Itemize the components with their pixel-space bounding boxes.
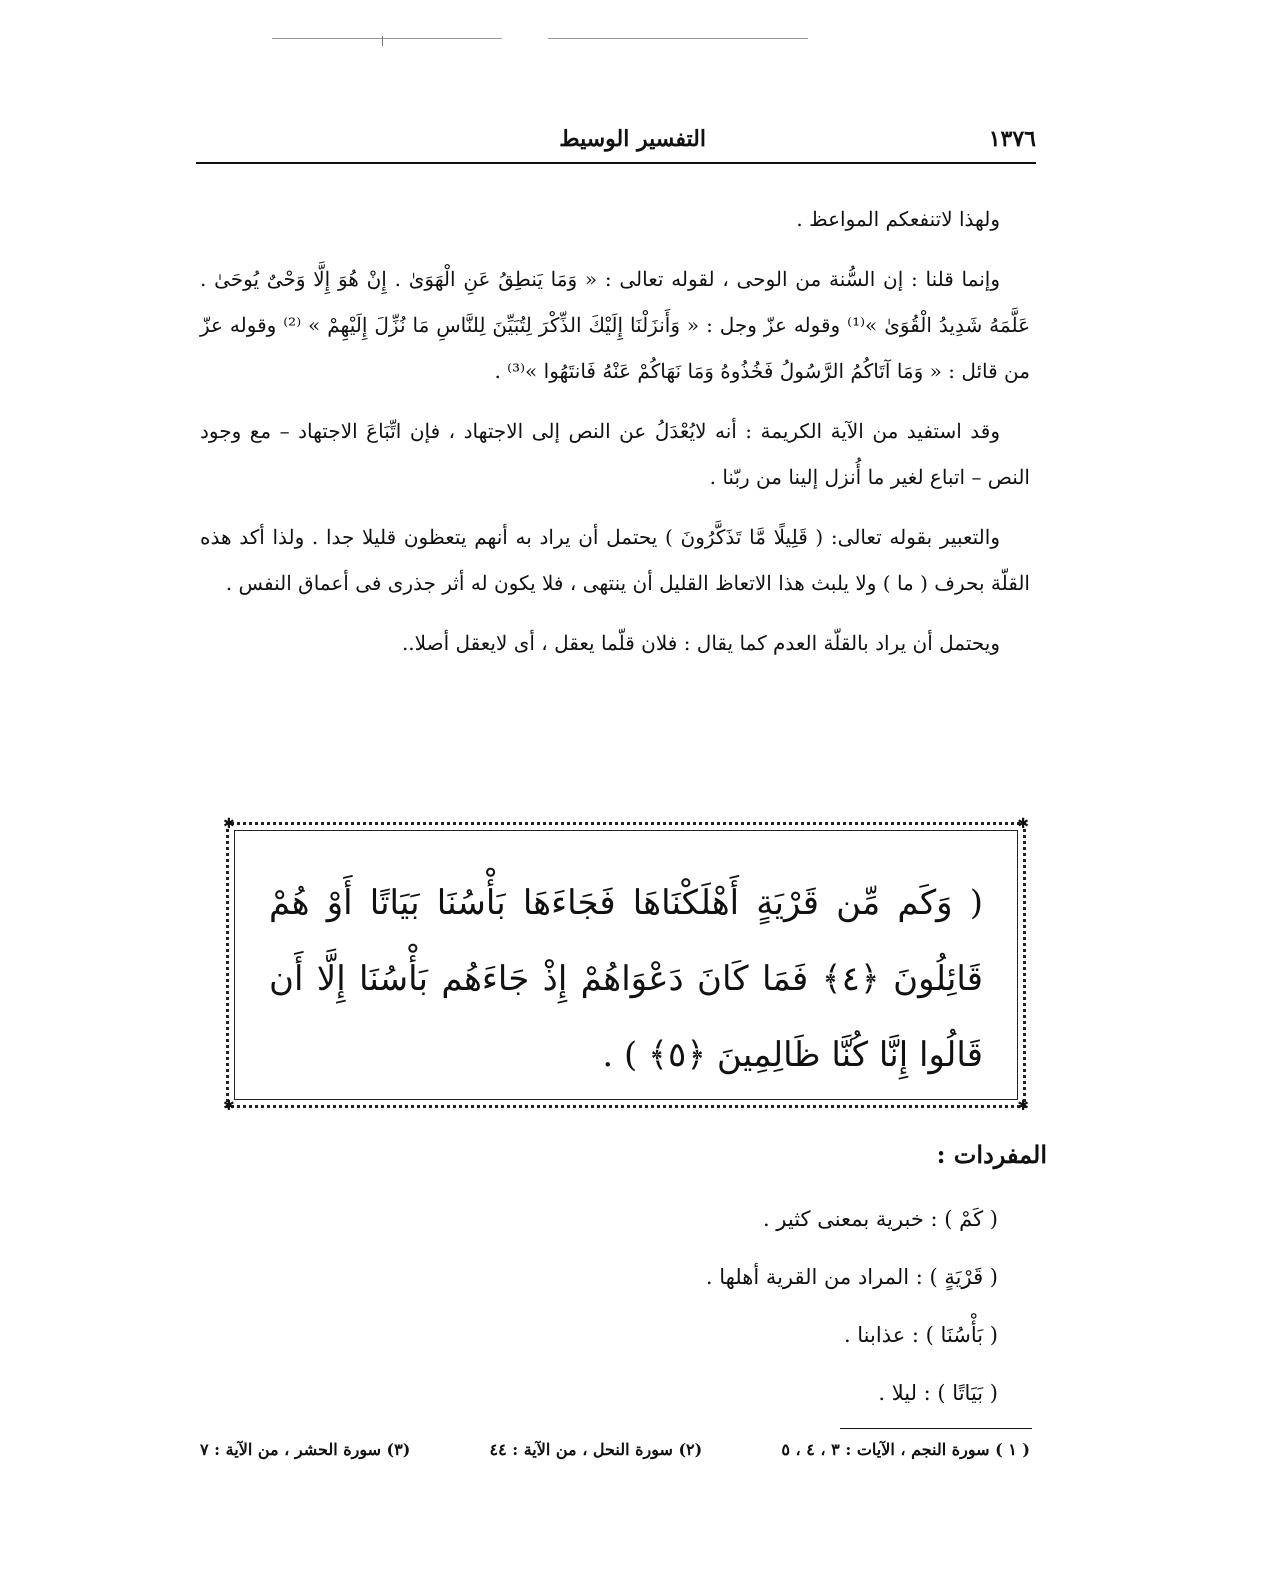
quran-verse-text: ( وَكَم مِّن قَرْيَةٍ أَهْلَكْنَاهَا فَجَاءَهَا بَأْسُنَا بَيَاتًا أَوْ هُمْ قَائِلُونَ ﴿٤﴾ فَمَا كَانَ دَعْوَاهُمْ إِذْ جَاءَهُم بَأْسُنَا إِلَّا أَن قَالُوا إِنَّا كُنَّا ظَالِمِينَ ﴿٥﴾ ) . bbox=[269, 883, 984, 1075]
page-header bbox=[196, 120, 1036, 164]
footnote: ( ١ ) سورة النجم ، الآيات : ٣ ، ٤ ، ٥ bbox=[781, 1440, 1030, 1459]
star-ornament-icon: ✱ bbox=[1017, 816, 1029, 832]
scan-mark bbox=[548, 38, 808, 39]
vocabulary-item: ( قَرْيَةٍ ) : المراد من القرية أهلها . bbox=[705, 1265, 998, 1289]
vocabulary-heading: المفردات : bbox=[936, 1140, 1047, 1169]
footnote-divider bbox=[840, 1428, 1032, 1429]
paragraph: وقد استفيد من الآية الكريمة : أنه لايُعْدَلُ عن النص إلى الاجتهاد ، فإن اتِّبَاعَ الاجتهاد – مع وجود النص – اتباع لغير ما أُنزل إلينا من ربّنا . bbox=[200, 419, 1030, 489]
page-number: ١٣٧٦ bbox=[988, 126, 1036, 152]
scan-mark bbox=[272, 38, 502, 39]
vocabulary-item: ( بَيَاتًا ) : ليلا . bbox=[878, 1381, 998, 1405]
vocabulary-list bbox=[706, 1190, 998, 1422]
scan-mark bbox=[382, 36, 383, 46]
star-ornament-icon: ✱ bbox=[223, 1098, 235, 1114]
paragraph: وإنما قلنا : إن السُّنة من الوحى ، لقوله تعالى : « وَمَا يَنطِقُ عَنِ الْهَوَىٰ . إِنْ هُوَ إِلَّا وَحْىٌ يُوحَىٰ . عَلَّمَهُ شَدِيدُ الْقُوَىٰ »⁽¹⁾ وقوله عزّ وجل : « وَأَنزَلْنَا إِلَيْكَ الذِّكْرَ لِتُبَيِّنَ لِلنَّاسِ مَا نُزِّلَ إِلَيْهِمْ » ⁽²⁾ وقوله عزّ من قائل : « وَمَا آتَاكُمُ الرَّسُولُ فَخُذُوهُ وَمَا نَهَاكُمْ عَنْهُ فَانتَهُوا »⁽³⁾ . bbox=[200, 267, 1030, 383]
footnote: (٢) سورة النحل ، من الآية : ٤٤ bbox=[489, 1440, 703, 1459]
footnote: (٣) سورة الحشر ، من الآية : ٧ bbox=[200, 1440, 411, 1459]
book-title: التفسير الوسيط bbox=[559, 126, 706, 152]
paragraph: ولهذا لاتنفعكم المواعظ . bbox=[796, 207, 1000, 231]
vocabulary-item: ( كَمْ ) : خبرية بمعنى كثير . bbox=[762, 1207, 998, 1231]
paragraph: ويحتمل أن يراد بالقلّة العدم كما يقال : فلان قلّما يعقل ، أى لايعقل أصلا.. bbox=[401, 631, 1000, 655]
star-ornament-icon: ✱ bbox=[1017, 1098, 1029, 1114]
star-ornament-icon: ✱ bbox=[223, 816, 235, 832]
quran-verse-frame bbox=[223, 816, 1029, 1114]
vocabulary-item: ( بَأْسُنَا ) : عذابنا . bbox=[843, 1323, 998, 1347]
body-text bbox=[200, 196, 1030, 680]
paragraph: والتعبير بقوله تعالى: ( قَلِيلًا مَّا تَذَكَّرُونَ ) يحتمل أن يراد به أنهم يتعظون قليلا جدا . ولذا أكد هذه القلّة بحرف ( ما ) ولا يلبث هذا الاتعاظ القليل أن ينتهى ، فلا يكون له أثر جذرى فى أعماق النفس . bbox=[200, 525, 1030, 595]
footnotes bbox=[200, 1440, 1030, 1459]
